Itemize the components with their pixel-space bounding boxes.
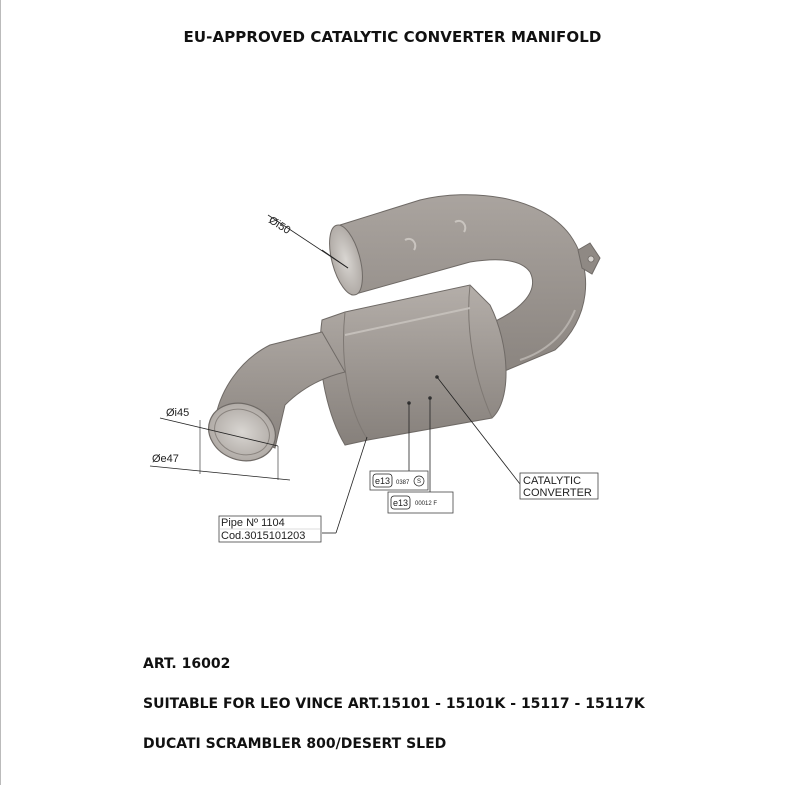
stamp1-mark: e13: [375, 476, 391, 486]
dim-label-i45: Øi45: [166, 407, 190, 419]
stamp2-code: 00012 F: [415, 501, 438, 507]
dim-label-e47: Øe47: [152, 453, 179, 465]
motorcycle-model: DUCATI SCRAMBLER 800/DESERT SLED: [143, 736, 447, 752]
stamp1-code: 0387: [396, 480, 410, 486]
stamp1-suffix: S: [417, 479, 422, 485]
pipe-info-box: [219, 516, 321, 542]
catalytic-callout-box: [520, 473, 598, 499]
pipe-number: Pipe Nº 1104: [221, 517, 285, 529]
pipe-code: Cod.3015101203: [221, 530, 306, 542]
dim-label-i50: Øi50: [266, 214, 293, 237]
stamp2-mark: e13: [393, 498, 409, 508]
homologation-stamp-2: [388, 492, 453, 513]
callout-line-1: CATALYTIC: [523, 475, 582, 487]
inlet-pipe: [200, 332, 345, 470]
converter-body: [320, 285, 506, 445]
leader-pipe: [336, 437, 367, 533]
article-number: ART. 16002: [143, 656, 231, 672]
compatibility-text: SUITABLE FOR LEO VINCE ART.15101 - 15101K - 15117 - 15117K: [143, 696, 645, 712]
callout-line-2: CONVERTER: [523, 487, 592, 499]
homologation-stamp-1: [370, 471, 428, 490]
page-title: EU-APPROVED CATALYTIC CONVERTER MANIFOLD: [183, 28, 602, 46]
